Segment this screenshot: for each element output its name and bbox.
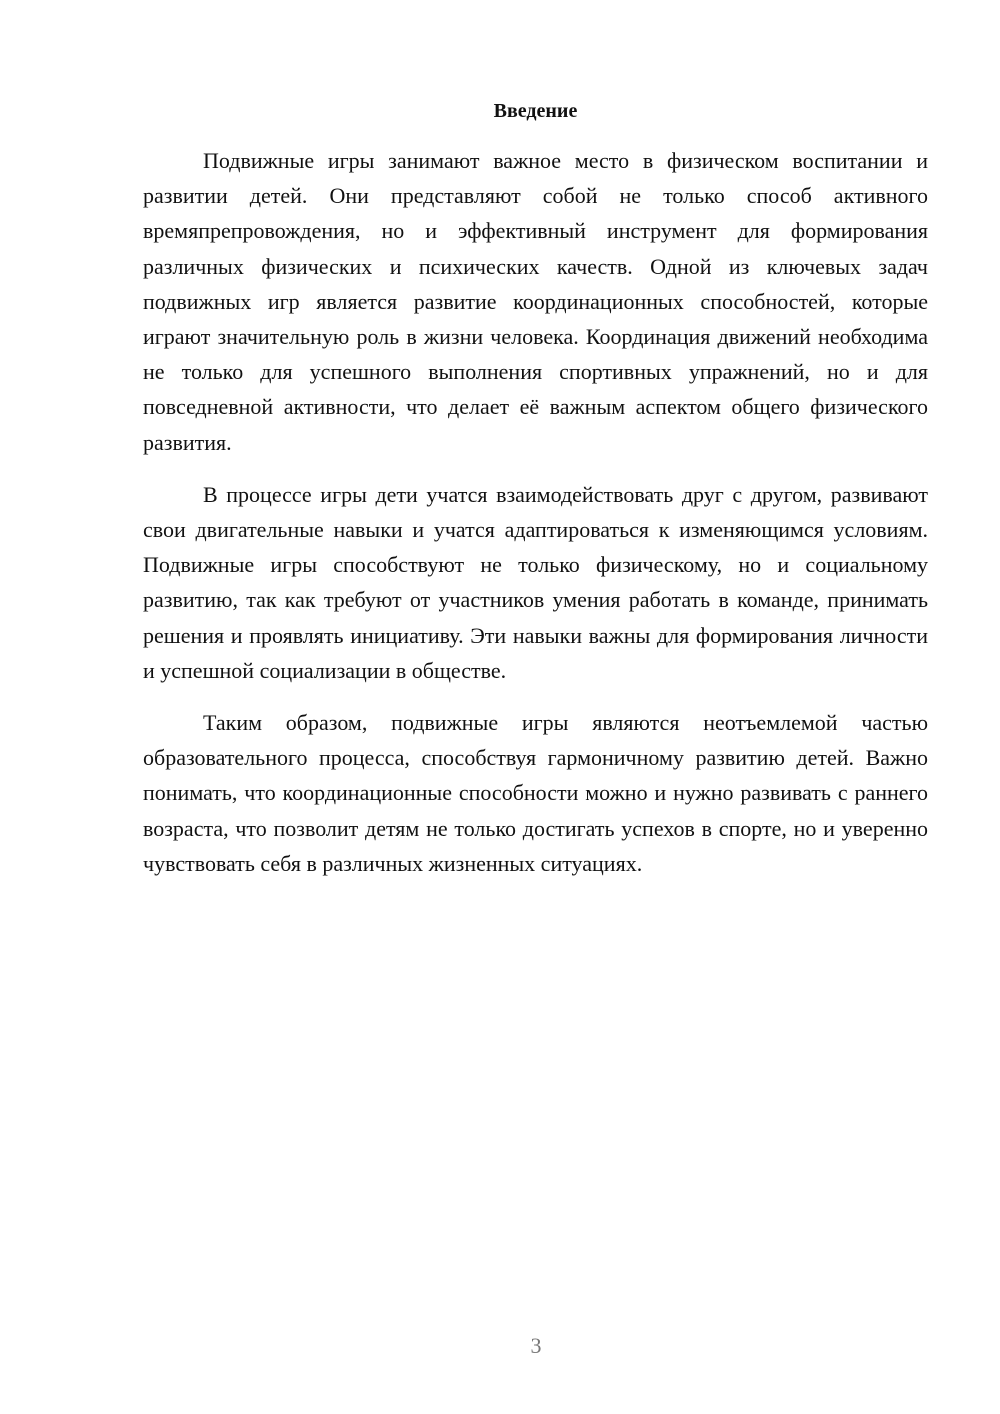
paragraph-1: Подвижные игры занимают важное место в физическом воспитании и развитии детей. Они представляют собой не только способ активного времяпрепровождения, но и эффективный инструмент для формирования различных физических и психических качеств. Одной из ключевых задач подвижных игр является развитие координационных способностей, которые играют значительную роль в жизни человека. Координация движений необходима не только для успешного выполнения спортивных упражнений, но и для повседневной активности, что делает её важным аспектом общего физического развития. [143,148,928,455]
document-body [143,143,928,898]
paragraph-3: Таким образом, подвижные игры являются неотъемлемой частью образовательного процесса, способствуя гармоничному развитию детей. Важно понимать, что координационные способности можно и нужно развивать с раннего возраста, что позволит детям не только достигать успехов в спорте, но и уверенно чувствовать себя в различных жизненных ситуациях. [143,710,928,876]
paragraph-2: В процессе игры дети учатся взаимодействовать друг с другом, развивают свои двигательные навыки и учатся адаптироваться к изменяющимся условиям. Подвижные игры способствуют не только физическому, но и социальному развитию, так как требуют от участников умения работать в команде, принимать решения и проявлять инициативу. Эти навыки важны для формирования личности и успешной социализации в обществе. [143,481,928,683]
page-number: 3 [530,1333,542,1358]
page-title: Введение [493,100,578,122]
